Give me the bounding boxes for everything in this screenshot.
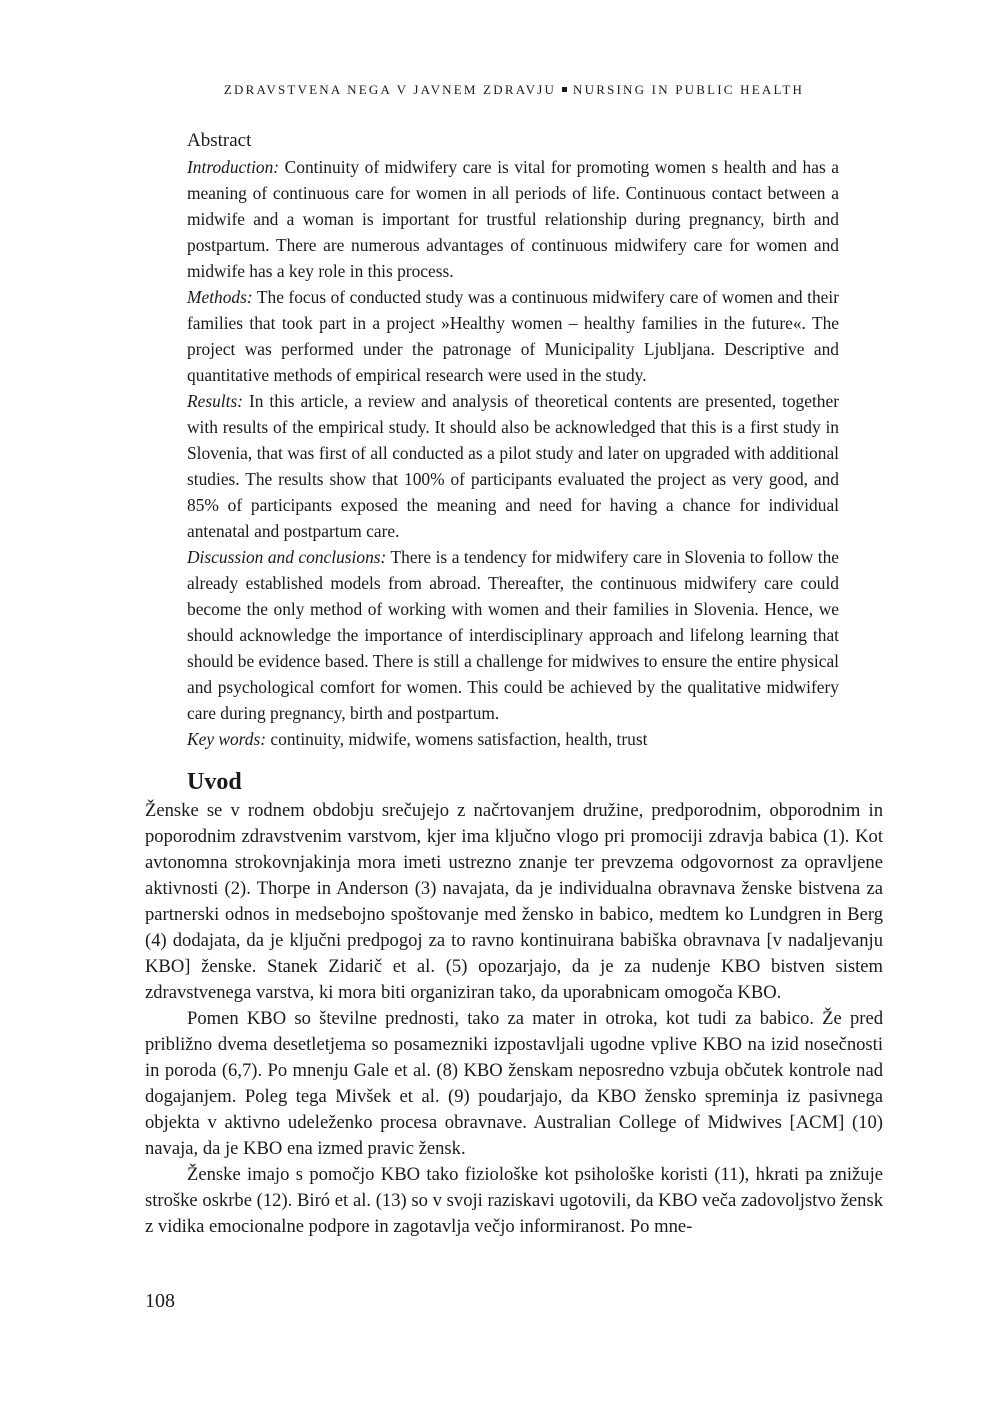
keywords-text: continuity, midwife, womens satisfaction, health, trust	[266, 729, 648, 749]
methods-label: Methods:	[187, 287, 253, 307]
abstract-methods	[187, 284, 839, 388]
body-paragraph: Pomen KBO so številne prednosti, tako za mater in otroka, kot tudi za babico. Že pred približno dvema desetletjema so posamezniki izpostavljali ugodne vplive KBO na izid nosečnosti in poroda (6,7). Po mnenju Gale et al. (8) KBO ženskam neposredno vzbuja občutek kontrole nad dogajanjem. Poleg tega Mivšek et al. (9) poudarjajo, da KBO žensko spreminja iz pasivnega objekta v aktivno udeleženko procesa obravnave. Australian College of Midwives [ACM] (10) navaja, da je KBO ena izmed pravic žensk.	[145, 1008, 883, 1159]
discussion-text: There is a tendency for midwifery care in Slovenia to follow the already established models from abroad. Thereafter, the continuous midwifery care could become the only method of working with women and their families in Slovenia. Hence, we should acknowledge the importance of interdisciplinary approach and lifelong learning that should be evidence based. There is still a challenge for midwives to ensure the entire physical and psychological comfort for women. This could be achieved by the qualitative midwifery care during pregnancy, birth and postpartum.	[187, 547, 839, 723]
journal-title-slovene: ZDRAVSTVENA NEGA V JAVNEM ZDRAVJU	[223, 82, 557, 97]
abstract-results	[187, 388, 839, 544]
running-header	[0, 82, 998, 98]
page-number: 108	[145, 1290, 175, 1312]
results-label: Results:	[187, 391, 244, 411]
abstract-introduction	[187, 154, 839, 284]
body-paragraph: Ženske imajo s pomočjo KBO tako fiziološke kot psihološke koristi (11), hkrati pa znižuje stroške oskrbe (12). Biró et al. (13) so v svoji raziskavi ugotovili, da KBO veča zadovoljstvo žensk z vidika emocionalne podpore in zagotavlja večjo informiranost. Po mne-	[145, 1164, 883, 1237]
discussion-label: Discussion and conclusions:	[187, 547, 387, 567]
journal-title-english: NURSING IN PUBLIC HEALTH	[573, 82, 805, 97]
keywords-label: Key words:	[187, 729, 267, 749]
abstract-heading: Abstract	[187, 130, 252, 151]
abstract-keywords	[187, 726, 839, 752]
results-text: In this article, a review and analysis of theoretical contents are presented, together with results of the empirical study. It should also be acknowledged that this is a first study in Slovenia, that was first of all conducted as a pilot study and later on upgraded with additional studies. The results show that 100% of participants evaluated the project as very good, and 85% of participants exposed the meaning and need for having a chance for individual antenatal and postpartum care.	[187, 391, 839, 541]
separator-square-icon	[562, 87, 567, 92]
abstract-block	[187, 128, 839, 752]
section-body	[145, 798, 883, 1240]
section-title: Uvod	[187, 769, 242, 795]
introduction-text: Continuity of midwifery care is vital for promoting women s health and has a meaning of continuous care for women in all periods of life. Continuous contact between a midwife and a woman is important for trustful relationship during pregnancy, birth and postpartum. There are numerous advantages of continuous midwifery care for women and midwife has a key role in this process.	[187, 157, 839, 281]
abstract-discussion	[187, 544, 839, 726]
body-paragraph: Ženske se v rodnem obdobju srečujejo z načrtovanjem družine, predporodnim, obporodnim in poporodnim zdravstvenim varstvom, kjer ima ključno vlogo pri promociji zdravja babica (1). Kot avtonomna strokovnjakinja mora imeti ustrezno znanje ter prevzema odgovornost za opravljene aktivnosti (2). Thorpe in Anderson (3) navajata, da je individualna obravnava ženske bistvena za partnerski odnos in medsebojno spoštovanje med žensko in babico, medtem ko Lundgren in Berg (4) dodajata, da je ključni predpogoj za to ravno kontinuirana babiška obravnava [v nadaljevanju KBO] ženske. Stanek Zidarič et al. (5) opozarjajo, da je za nudenje KBO bistven sistem zdravstvenega varstva, ki mora biti organiziran tako, da uporabnicam omogoča KBO.	[145, 800, 883, 1003]
introduction-label: Introduction:	[187, 157, 280, 177]
methods-text: The focus of conducted study was a continuous midwifery care of women and their families that took part in a project »Healthy women – healthy families in the future«. The project was performed under the patronage of Municipality Ljubljana. Descriptive and quantitative methods of empirical research were used in the study.	[187, 287, 839, 385]
